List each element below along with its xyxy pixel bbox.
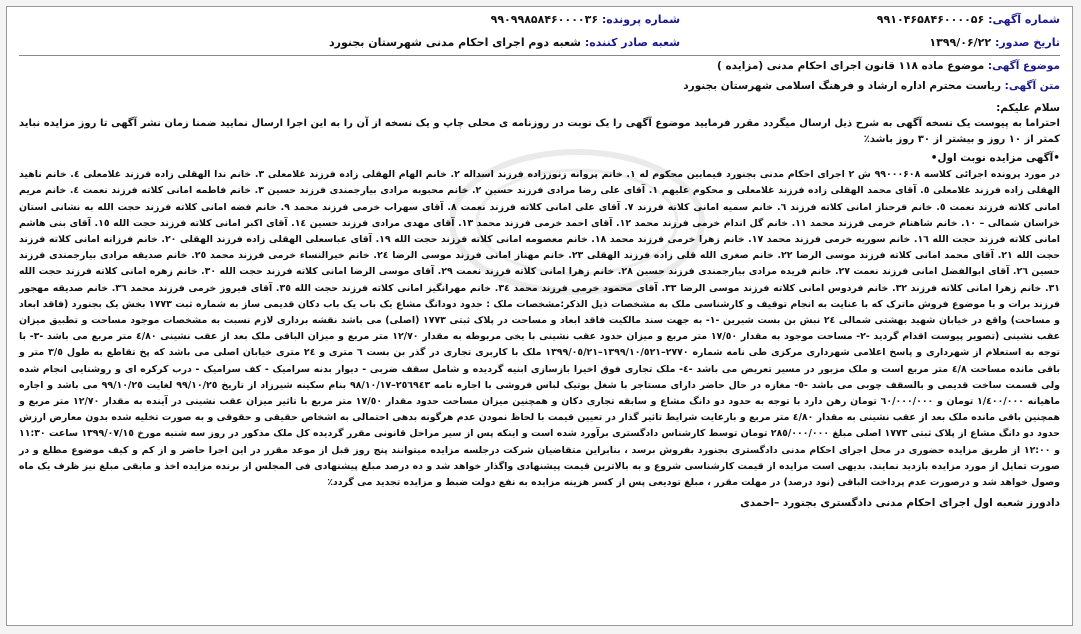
subject-value: موضوع ماده ۱۱۸ قانون اجرای احکام مدنی (مزایده )	[717, 60, 985, 72]
greeting: سلام علیکم:	[996, 102, 1060, 114]
issuer-row	[329, 36, 680, 49]
case-number-row	[329, 13, 680, 26]
subject-label: موضوع آگهی:	[987, 60, 1060, 72]
ad-number-row	[877, 13, 1060, 26]
issue-date: ۱۳۹۹/۰۶/۲۲	[929, 36, 992, 49]
subject-line	[19, 60, 1060, 72]
recipient-label: متن آگهی:	[1004, 80, 1060, 92]
auction-body: در مورد پرونده اجرائی کلاسه ۹۹۰۰۰۶۰۸ ش ۲ اجرای احکام مدنی بجنورد فیمابین محکوم له ۱. خانم پروانه زنوززاده فرزند اسداله ۲. خانم الهام الهقلی زاده فرزند غلامعلی ۳. خانم ندا الهقلی زاده فرزند غلامعلی ٤. خانم ناهید الهقلی زاده فرزند غلامعلی ٥. آقای محمد الهقلی زاده فرزند غلامعلی و محکوم علیهم ۱. آقای علی رضا مرادی فرزند حسین ۲. خانم محبوبه مرادی بیارجمندی فرزند حسین ۳. خانم فاطمه امانی کلاته فرزند نعمت ٤. خانم مریم امانی کلاته فرزند نعمت ٥. خانم فرحناز امانی کلاته فرزند ٦. خانم سمیه امانی کلاته فرزند ۷. آقای علی امانی کلاته فرزند نعمت ۸. آقای سهراب خرمی فرزند محمد ۹. خانم فضه امانی کلاته فرزند حجت الله به نشانی استان خراسان شمالی – ۱۰. خانم شاهنام خرمی فرزند محمد ۱۱. خانم گل اندام خرمی فرزند محمد ۱۲. آقای احمد خرمی فرزند محمد ۱۳. آقای مهدی مرادی فرزند حسین ۱٤. آقای اکبر امانی کلاته فرزند حجت الله ۱٥. آقای بنی هاشم امانی کلاته فرزند حجت الله ۱٦. خانم سوریه خرمی فرزند محمد ۱۷. خانم زهرا خرمی فرزند محمد ۱۸. خانم معصومه امانی کلاته فرزند حجت الله ۱۹. آقای عباسعلی الهقلی زاده فرزند الهقلی ۲۰. خانم فرزانه امانی کلاته فرزند حجت الله ۲۱. آقای محمد امانی کلاته فرزند موسی الرضا ۲۲. خانم صغری الله قلی زاده فرزند الهقلی ۲۳. خانم مهناز امانی فرزند موسی الرضا ۲٤. خانم خیرالنساء خرمی فرزند محمد ۲٥. خانم صدیقه مرادی بیارجمندی فرزند حسین ۲٦. آقای ابوالفضل امانی فرزند نعمت ۲۷. خانم فریده مرادی بیارجمندی فرزند حسین ۲۸. خانم زهرا امانی کلاته فرزند نعمت ۲۹. آقای موسی الرضا امانی کلاته فرزند حجت الله ۳۰. خانم زهره امانی کلاته فرزند حجت الله ۳۱. خانم زهرا امانی کلاته فرزند ۳۲. خانم فردوس امانی کلاته فرزند موسی الرضا ۳۳. آقای محمود خرمی فرزند محمد ۳٤. خانم مهرانگیز امانی کلاته فرزند حجت الله ۳٥. آقای فیروز خرمی فرزند محمد ۳٦. خانم صدیقه مهجور فرزند برات و با موضوع فروش ماترک که با عنایت به انجام توقیف و کارشناسی ملک به مشخصات ذیل الذکر:مشخصات ملک : حدود دودانگ مشاع یک باب یک باب دکان قدیمی ساز به شماره ثبت ۱۷۷۳ بخش یک بجنورد (فاقد ابعاد و مساحت) واقع در خیابان شهید بهشتی شمالی ۲٤ نبش بن بست شیرین -۱- به جهت سند مالکیت فاقد ابعاد و مساحت در پلاک ثبتی ۱۷۷۳ (اصلی) می باشد نقشه برداری لازم نسبت به مشخصات موجود مساحت و تطبیق میزان عقب نشینی (تصویر پیوست اقدام گردید -۲- مساحت موجود به مقدار ۱۷/٥۰ متر مربع و میزان حدود عقب نشینی با یخی مربوطه به مقدار ۱۲/۷۰ متر مربع و میزان الباقی ملک بعد از عقب نشینی ٤/۸۰ متر مربع می باشد -۳- با توجه به استعلام از شهرداری و پاسخ اعلامی شهرداری مرکزی طی نامه شماره ۲۷۷۰–۱۳۹۹/۱۰/٥۲۱–۱۳۹۹/۰٥/۲۱ ملک با کاربری تجاری در گذر بن بست ٦ متری و ۲٤ متری خیابان اصلی می باشد که پخ تقاطع به طول ۳/٥ متر و باقی مانده مساحت ٤/۸ متر مربع است و ملک مزبور در مسیر تعریض می باشد -٤- ملک تجاری فوق اخیرا بازسازی ابنیه گردیده و شامل سقف ضربی - دیوار بدنه سرامیک - کف سرامیک - درب کرکره ای و روشنایی انجام شده ولی قسمت ساخت قدیمی و بالسقف چوبی می باشد -٥- مغازه در حال حاضر دارای مستاجر با شغل بوتیک لباس فروشی با اجاره نامه ۲٥٦۹٤۳–۹۸/۱۰/۱۷ بنام سکینه شیرزاد از تاریخ ۹۹/۱۰/۲٥ لغایت ۹۹/۱۰/۲٥ می باشد و اجاره ماهیانه ۱/٤۰۰/۰۰۰ تومان و ٦۰/۰۰۰/۰۰۰ تومان رهن دارد با توجه به حدود دو دانگ مشاع و سابقه تجاری دکان و همچنین میزان مساحت حدود مقدار ۱۷/٥۰ متر مربع با تاثیر میزان عقب نشینی در آینده به مقدار ۱۲/۷۰ متر مربع و همچنین باقی مانده ملک بعد از عقب نشینی به مقدار ٤/۸۰ متر مربع و بارعایت شرایط تاثیر گذار در تعیین قیمت با لحاظ نمودن عدم هرگونه بدهی احتمالی به اشخاص حقیقی و حقوقی و به صورت تخلیه شده بدون معارض ارزش حدود دو دانگ مشاع از پلاک ثبتی ۱۷۷۳ اصلی مبلغ ۲۸٥/۰۰۰/۰۰۰ تومان توسط کارشناس دادگستری برآورد شده است و اینکه پس از سیر مراحل قانونی مقرر گردیده کل ملک مذکور در روز سه شنبه مورخ ۱۳۹۹/۰۷/۱٥ ساعت ۱۱:۳۰ و ۱۲:۰۰ از طریق مزایده حضوری در محل اجرای احکام مدنی دادگستری بجنورد بفروش برسد ، بنابراین متقاضیان شرکت درجلسه مزایده میتوانند پنج روز قبل از موعد مقرر در این اجرا حاضر و از کم و کیف موضوع مطلع و در صورت تمایل از مورد مزایده بازدید نمایند. بدیهی است مزایده از قیمت کارشناسی شروع و به بالاترین قیمت پیشنهادی واگذار خواهد شد و ده درصد مبلغ پیشنهادی فی المجلس از برنده مزایده اخذ و مابقی مبلغ نیز ظرف یک ماه وصول خواهد شد و درصورت عدم پرداخت الباقی (نود درصد) در مهلت مقرر ، مبلغ تودیعی پس از کسر هزینه مزایده به نفع دولت ضبط و مزایده تجدید می گردد٪	[19, 169, 1061, 489]
header-left	[329, 13, 680, 49]
issue-date-label: تاریخ صدور:	[994, 36, 1060, 49]
case-number-label: شماره پرونده:	[601, 13, 681, 26]
section-title: •آگهی مزایده نوبت اول•	[930, 152, 1060, 165]
header	[19, 13, 1060, 49]
ad-number: ۹۹۱۰۴۶۵۸۴۶۰۰۰۰۵۶	[876, 13, 985, 26]
case-number: ۹۹۰۹۹۸۵۸۴۶۰۰۰۰۳۶	[490, 13, 599, 26]
recipient-line	[19, 80, 1060, 92]
issuer: شعبه دوم اجرای احکام مدنی شهرستان بجنورد	[329, 36, 581, 49]
issue-date-row	[877, 36, 1060, 49]
signature: دادورز شعبه اول اجرای احکام مدنی دادگستری بجنورد –احمدی	[740, 497, 1060, 510]
notice-frame	[6, 6, 1073, 626]
issuer-label: شعبه صادر کننده:	[584, 36, 681, 49]
intro-paragraph: احتراما به پیوست یک نسخه آگهی به شرح ذیل ارسال میگردد مقرر فرمایید موضوع آگهی را یک نوبت در روزنامه ی محلی چاپ و یک نسخه از آن را به این اجرا ارسال نمایید ضمنا زمان نشر آگهی تا روز مزایده نباید کمتر از ۱۰ روز و بیشتر از ۳۰ روز باشد٪	[19, 118, 1060, 145]
ad-number-label: شماره آگهی:	[988, 13, 1060, 26]
header-divider	[19, 55, 1060, 56]
header-right	[877, 13, 1060, 49]
notice-document	[7, 7, 1072, 625]
recipient-value: ریاست محترم اداره ارشاد و فرهنگ اسلامی شهرستان بجنورد	[683, 80, 1001, 92]
